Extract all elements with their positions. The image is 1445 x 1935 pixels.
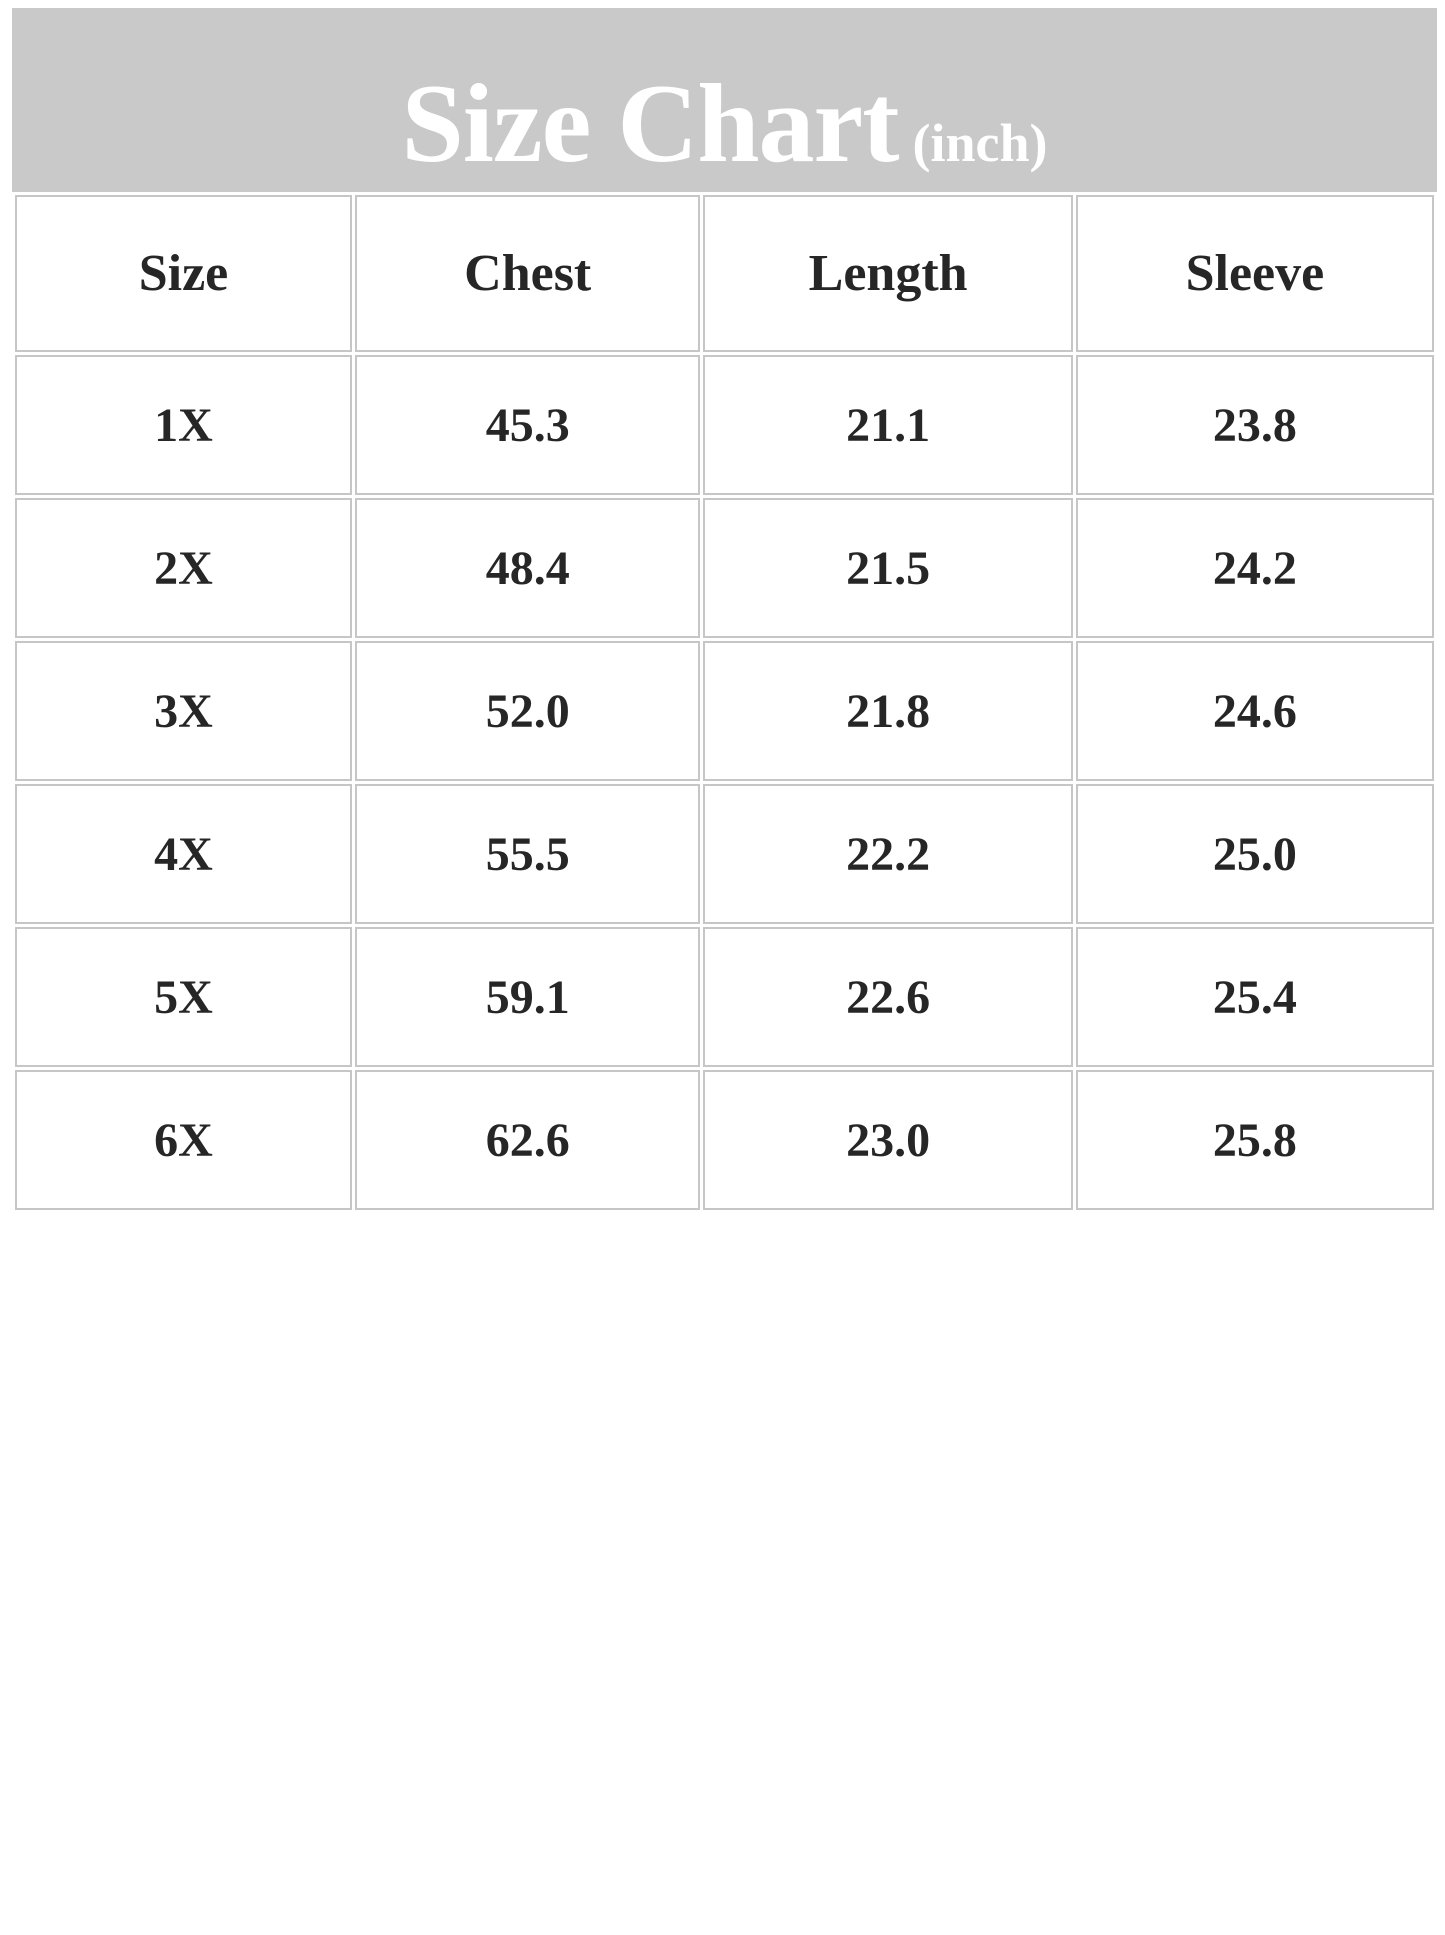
table-row [15, 641, 1434, 781]
cell-sleeve: 25.4 [1076, 927, 1434, 1067]
cell-sleeve: 24.6 [1076, 641, 1434, 781]
column-header-size: Size [15, 195, 352, 352]
cell-size: 2X [15, 498, 352, 638]
table-row [15, 1070, 1434, 1210]
cell-size: 1X [15, 355, 352, 495]
cell-chest: 45.3 [355, 355, 700, 495]
cell-sleeve: 23.8 [1076, 355, 1434, 495]
title-banner [12, 8, 1437, 192]
cell-length: 22.6 [703, 927, 1072, 1067]
title-unit-label: (inch) [912, 113, 1048, 173]
cell-size: 4X [15, 784, 352, 924]
cell-sleeve: 24.2 [1076, 498, 1434, 638]
table-header-row [15, 195, 1434, 352]
cell-length: 23.0 [703, 1070, 1072, 1210]
cell-sleeve: 25.0 [1076, 784, 1434, 924]
cell-length: 22.2 [703, 784, 1072, 924]
table-row [15, 355, 1434, 495]
column-header-sleeve: Sleeve [1076, 195, 1434, 352]
table-row [15, 498, 1434, 638]
cell-size: 5X [15, 927, 352, 1067]
size-chart-page [12, 8, 1437, 1213]
cell-size: 3X [15, 641, 352, 781]
size-chart-table [12, 192, 1437, 1213]
cell-length: 21.8 [703, 641, 1072, 781]
cell-chest: 48.4 [355, 498, 700, 638]
page-title: Size Chart [401, 62, 899, 186]
cell-chest: 62.6 [355, 1070, 700, 1210]
cell-chest: 55.5 [355, 784, 700, 924]
cell-size: 6X [15, 1070, 352, 1210]
cell-length: 21.5 [703, 498, 1072, 638]
table-row [15, 927, 1434, 1067]
table-row [15, 784, 1434, 924]
column-header-length: Length [703, 195, 1072, 352]
cell-sleeve: 25.8 [1076, 1070, 1434, 1210]
cell-length: 21.1 [703, 355, 1072, 495]
column-header-chest: Chest [355, 195, 700, 352]
cell-chest: 52.0 [355, 641, 700, 781]
cell-chest: 59.1 [355, 927, 700, 1067]
